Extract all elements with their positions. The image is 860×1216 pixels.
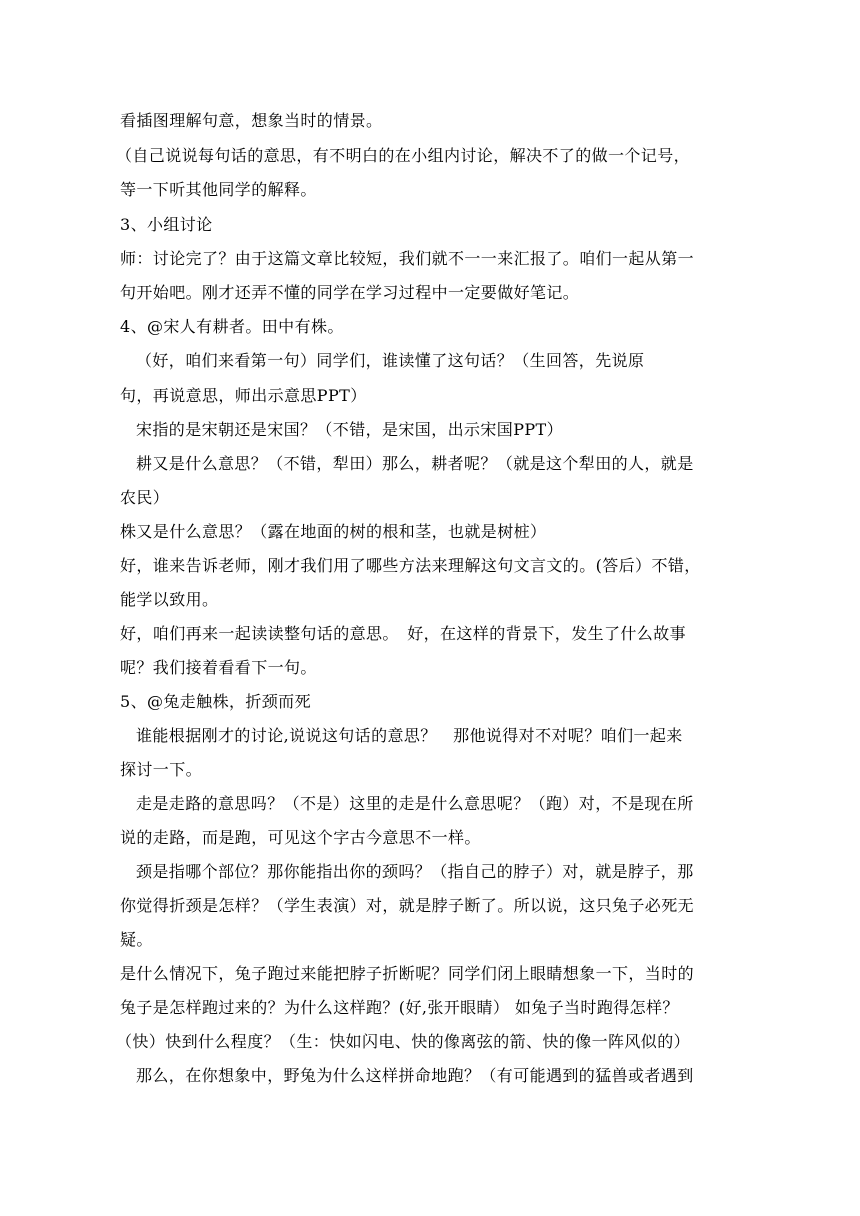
text-line: 句开始吧。刚才还弄不懂的同学在学习过程中一定要做好笔记。: [120, 283, 580, 302]
text-line: 呢？我们接着看看下一句。: [120, 658, 317, 677]
text-line: 等一下听其他同学的解释。: [120, 180, 317, 199]
text-line: 那么，在你想象中，野兔为什么这样拼命地跑？（有可能遇到的猛兽或者遇到: [136, 1066, 694, 1085]
text-line: （自己说说每句话的意思，有不明白的在小组内讨论，解决不了的做一个记号，: [116, 146, 691, 165]
text-line: 能学以致用。: [120, 590, 219, 609]
text-line: 师：讨论完了？由于这篇文章比较短，我们就不一一来汇报了。咱们一起从第一: [120, 249, 695, 268]
text-line: 句，再说意思，师出示意思PPT）: [120, 386, 367, 405]
text-line: 说的走路，而是跑，可见这个字古今意思不一样。: [120, 828, 481, 847]
text-line: 宋指的是宋朝还是宋国？（不错，是宋国，出示宋国PPT）: [136, 420, 564, 439]
text-line: 疑。: [120, 930, 153, 949]
text-line: （快）快到什么程度？（生：快如闪电、快的像离弦的箭、快的像一阵风似的）: [116, 1032, 691, 1051]
text-line: 走是走路的意思吗？（不是）这里的走是什么意思呢？（跑）对，不是现在所: [136, 794, 694, 813]
text-line: 是什么情况下，兔子跑过来能把脖子折断呢？同学们闭上眼睛想象一下，当时的: [120, 964, 695, 983]
text-line: 探讨一下。: [120, 760, 203, 779]
section-heading: 4、@宋人有耕者。田中有株。: [120, 317, 344, 336]
text-line: 耕又是什么意思？（不错，犁田）那么，耕者呢？（就是这个犁田的人，就是: [136, 454, 694, 473]
text-line: 你觉得折颈是怎样？（学生表演）对，就是脖子断了。所以说，这只兔子必死无: [120, 896, 695, 915]
text-line: 好，咱们再来一起读读整句话的意思。 好，在这样的背景下，发生了什么故事: [120, 624, 687, 643]
text-line: 农民）: [120, 488, 170, 507]
section-heading: 5、@兔走触株，折颈而死: [120, 692, 311, 711]
text-line: 兔子是怎样跑过来的？为什么这样跑？(好,张开眼睛） 如兔子当时跑得怎样？: [120, 998, 679, 1017]
text-line: 看插图理解句意，想象当时的情景。: [120, 111, 383, 130]
text-line: 株又是什么意思？（露在地面的树的根和茎，也就是树桩）: [120, 522, 547, 541]
section-heading: 3、小组讨论: [120, 215, 213, 234]
text-line: 谁能根据刚才的讨论,说说这句话的意思？ 那他说得对不对呢？咱们一起来: [136, 726, 683, 745]
text-line: 好，谁来告诉老师，刚才我们用了哪些方法来理解这句文言文的。(答后）不错，: [120, 556, 701, 575]
text-line: 颈是指哪个部位？那你能指出你的颈吗？（指自己的脖子）对，就是脖子，那: [136, 862, 694, 881]
text-line: （好，咱们来看第一句）同学们，谁读懂了这句话？（生回答，先说原: [136, 351, 645, 370]
